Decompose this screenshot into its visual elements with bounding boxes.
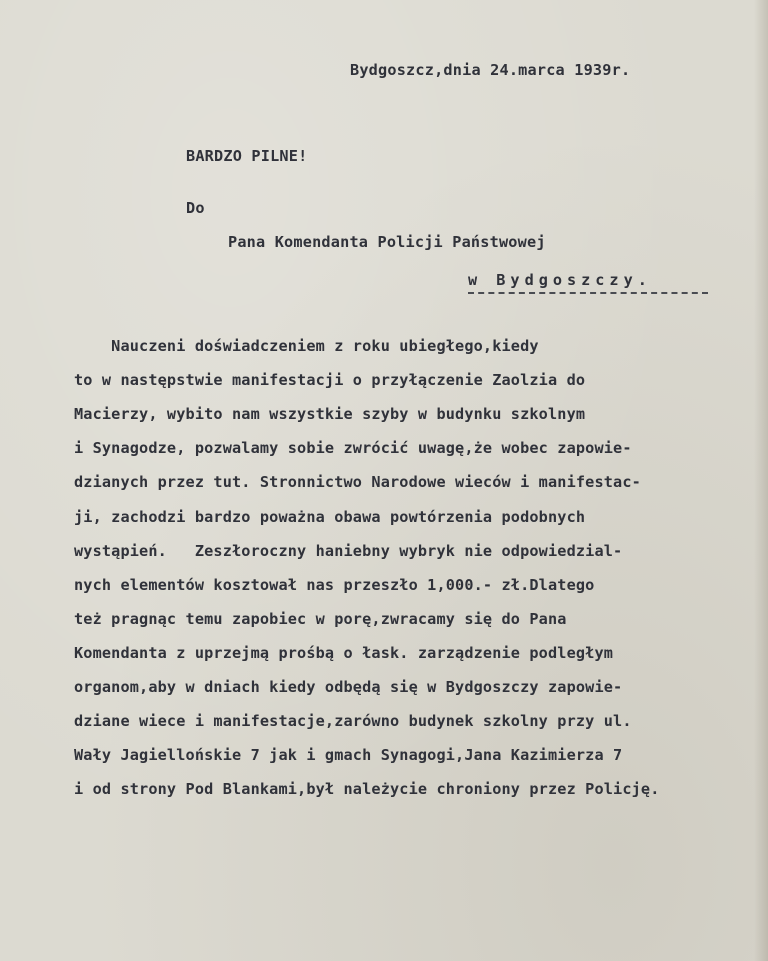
recipient-underline — [468, 292, 708, 294]
body-line: Wały Jagiellońskie 7 jak i gmach Synagogi,Jana Kazimierza 7 — [74, 746, 623, 764]
body-line: i Synagodze, pozwalamy sobie zwrócić uwagę,że wobec zapowie- — [74, 439, 632, 457]
recipient-title: Pana Komendanta Policji Państwowej — [228, 233, 546, 251]
body-line: dzianych przez tut. Stronnictwo Narodowe wieców i manifestac- — [74, 473, 641, 491]
body-line: nych elementów kosztował nas przeszło 1,000.- zł.Dlatego — [74, 576, 595, 594]
body-line: Macierzy, wybito nam wszystkie szyby w budynku szkolnym — [74, 405, 586, 423]
salutation-to: Do — [186, 199, 205, 217]
body-line: Nauczeni doświadczeniem z roku ubiegłego,kiedy — [74, 337, 539, 355]
body-line: organom,aby w dniach kiedy odbędą się w Bydgoszczy zapowie- — [74, 678, 623, 696]
body-line: to w następstwie manifestacji o przyłączenie Zaolzia do — [74, 371, 586, 389]
body-line: też pragnąc temu zapobiec w porę,zwracamy się do Pana — [74, 610, 567, 628]
letter-date: Bydgoszcz,dnia 24.marca 1939r. — [350, 61, 631, 79]
body-line: i od strony Pod Blankami,był należycie chroniony przez Policję. — [74, 780, 660, 798]
body-line: ji, zachodzi bardzo poważna obawa powtórzenia podobnych — [74, 508, 586, 526]
urgent-heading: BARDZO PILNE! — [186, 147, 308, 165]
body-line: wystąpień. Zeszłoroczny haniebny wybryk nie odpowiedzial- — [74, 542, 623, 560]
paper-edge-shadow — [754, 0, 768, 961]
body-line: dziane wiece i manifestacje,zarówno budynek szkolny przy ul. — [74, 712, 632, 730]
body-line: Komendanta z uprzejmą prośbą o łask. zarządzenie podległym — [74, 644, 614, 662]
recipient-city: w Bydgoszczy. — [468, 271, 652, 289]
